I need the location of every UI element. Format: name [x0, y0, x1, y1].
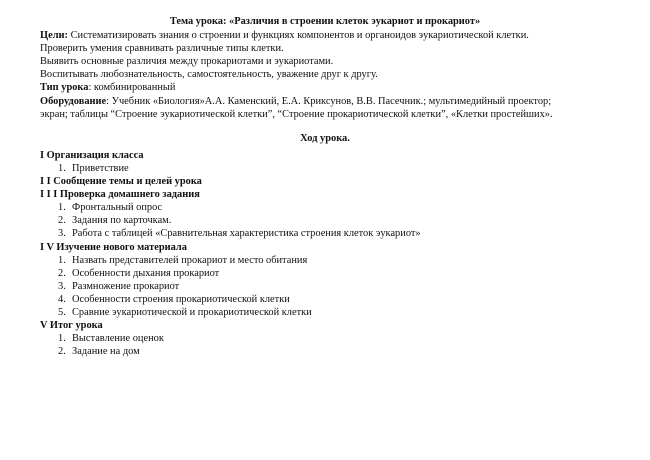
- course-heading: Ход урока.: [300, 132, 350, 144]
- goals-text: Систематизировать знания о строении и функциях компонентов и органоидов эукариотической клетки.: [70, 30, 529, 42]
- equipment-label: Оборудование: [40, 95, 107, 107]
- list-item-number: 2.: [58, 215, 66, 227]
- section-heading: I V Изучение нового материала: [40, 241, 187, 253]
- list-item-text: Задание на дом: [72, 346, 140, 358]
- list-item-text: Работа с таблицей «Сравнительная характеристика строения клеток эукариот»: [72, 228, 421, 240]
- goals-line: [40, 29, 610, 42]
- goals-label: Цели:: [40, 30, 68, 42]
- lesson-title: Тема урока: «Различия в строении клеток эукариот и прокариот»: [169, 16, 481, 27]
- list-item: [40, 214, 610, 227]
- list-item-text: Сравние эукариотической и прокариотической клетки: [72, 306, 312, 318]
- list-item-number: 1.: [58, 333, 66, 345]
- equipment-line-2: экран; таблицы “Строение эукариотической клетки”, “Строение прокариотической клетки”, «Клетки простейших».: [40, 108, 553, 120]
- list-item-number: 1.: [58, 254, 66, 266]
- list-item-number: 1.: [58, 202, 66, 214]
- list-item-number: 1.: [58, 162, 66, 174]
- list-item: [40, 162, 610, 175]
- section-heading: I I Сообщение темы и целей урока: [40, 176, 202, 188]
- list-item-number: 4.: [58, 293, 66, 305]
- goal-line-3: Выявить основные различия между прокариотами и эукариотами.: [40, 56, 334, 68]
- list-item-text: Приветствие: [72, 162, 129, 174]
- goal-line-2: Проверить умения сравнивать различные типы клетки.: [40, 43, 284, 55]
- list-item: [40, 345, 610, 358]
- list-item: [40, 306, 610, 319]
- list-item-text: Особенности дыхания прокариот: [72, 267, 220, 279]
- list-item: [40, 267, 610, 280]
- list-item-number: 3.: [58, 228, 66, 240]
- list-item: [40, 293, 610, 306]
- list-item-text: Задания по карточкам.: [72, 215, 172, 227]
- list-item-text: Фронтальный опрос: [72, 202, 163, 214]
- equipment-line: [40, 95, 610, 108]
- lesson-sections: [40, 149, 610, 359]
- list-item: [40, 254, 610, 267]
- equipment-text: : Учебник «Биология»А.А. Каменский, Е.А. Криксунов, В.В. Пасечник.; мультимедийный проектор;: [106, 95, 552, 107]
- lesson-type-text: : комбинированный: [88, 82, 176, 94]
- list-item-number: 3.: [58, 280, 66, 292]
- list-item: [40, 227, 610, 240]
- list-item-text: Размножение прокариот: [72, 280, 180, 292]
- lesson-type-label: Тип урока: [40, 82, 89, 94]
- list-item: [40, 280, 610, 293]
- list-item: [40, 332, 610, 345]
- list-item-text: Выставление оценок: [72, 333, 164, 345]
- lesson-type-line: [40, 81, 610, 94]
- list-item-text: Назвать представителей прокариот и место обитания: [72, 254, 308, 266]
- section-heading: I I I Проверка домашнего задания: [40, 189, 200, 201]
- section-heading: I Организация класса: [40, 149, 144, 161]
- list-item-text: Особенности строения прокариотической клетки: [72, 293, 290, 305]
- list-item-number: 2.: [58, 346, 66, 358]
- list-item-number: 2.: [58, 267, 66, 279]
- goal-line-4: Воспитывать любознательность, самостоятельность, уважение друг к другу.: [40, 69, 378, 81]
- list-item: [40, 201, 610, 214]
- list-item-number: 5.: [58, 306, 66, 318]
- section-heading: V Итог урока: [40, 320, 103, 332]
